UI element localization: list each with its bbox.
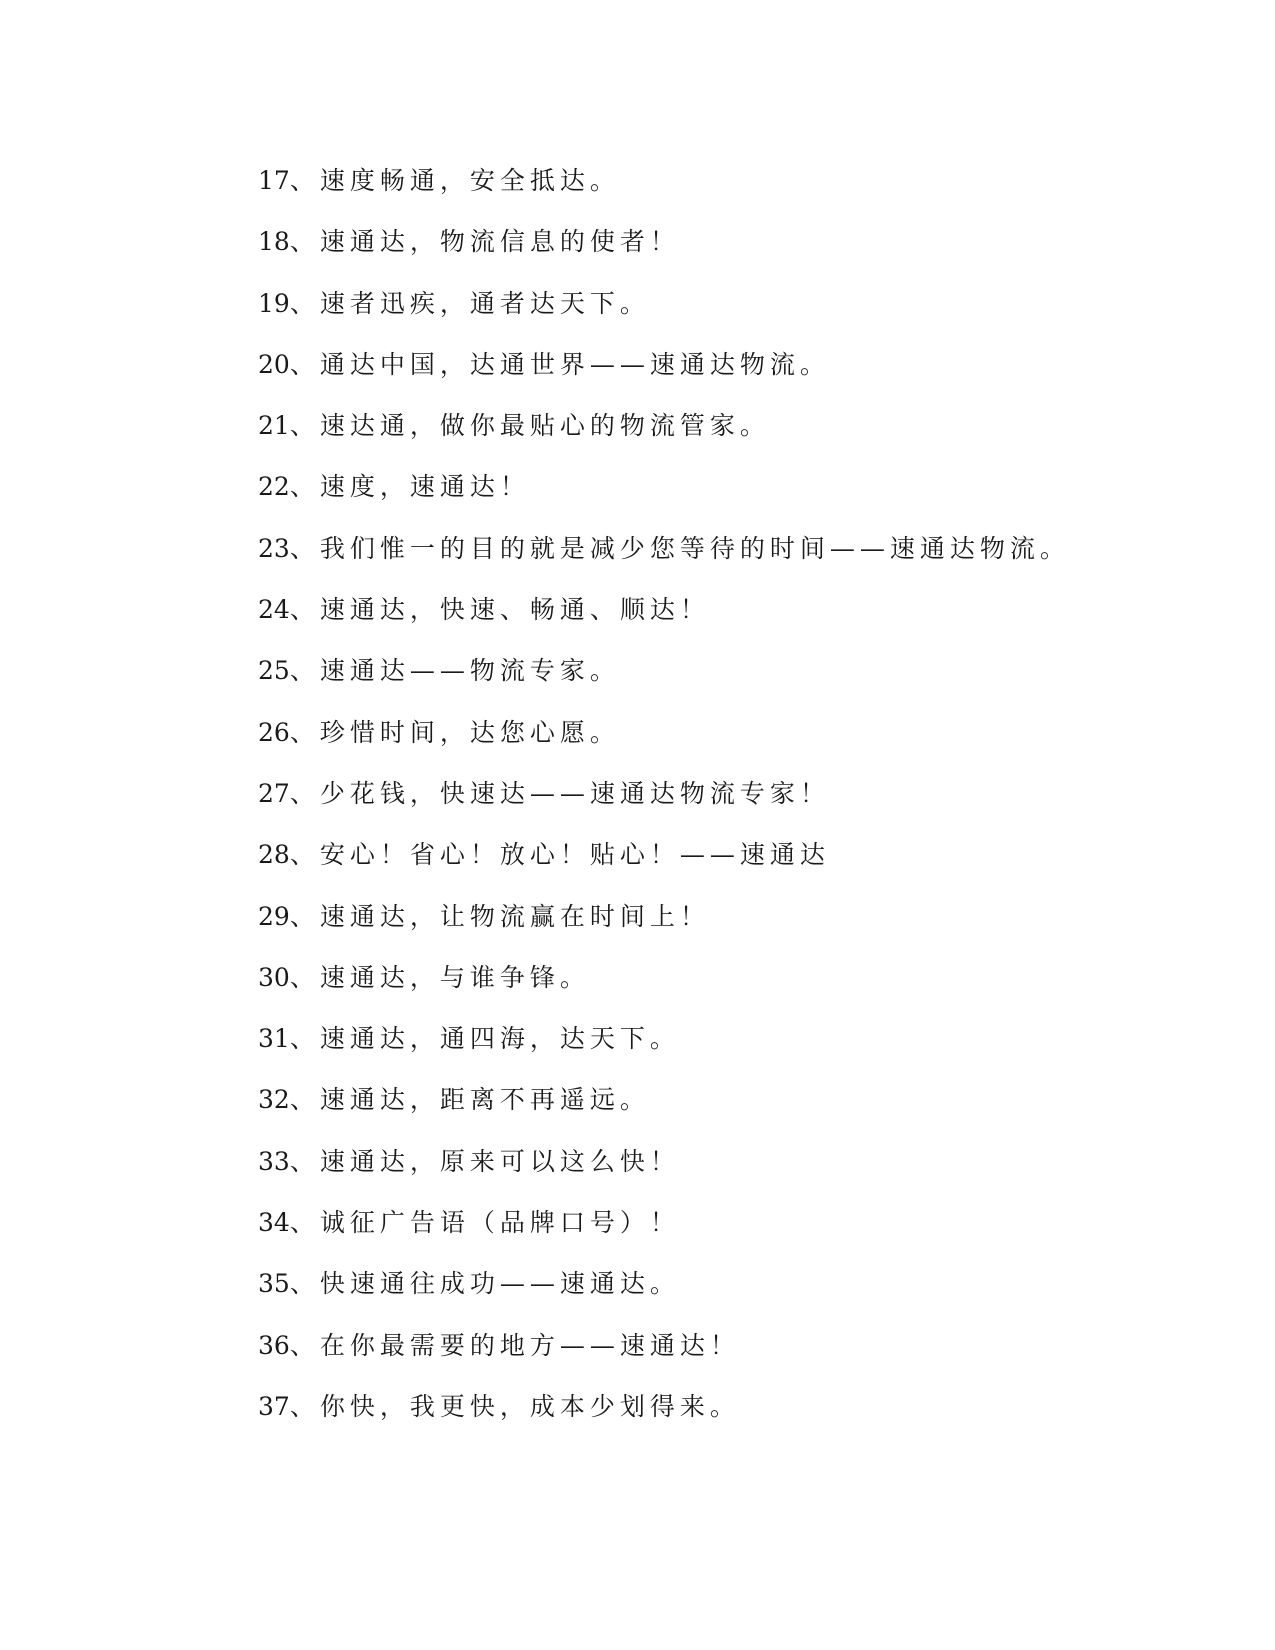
item-text: 、速通达——物流专家。: [289, 656, 620, 686]
item-text: 、速通达，物流信息的使者！: [289, 227, 680, 257]
item-text: 、珍惜时间，达您心愿。: [289, 717, 620, 747]
item-text: 、速通达，与谁争锋。: [289, 962, 590, 992]
item-text: 、通达中国，达通世界——速通达物流。: [289, 349, 830, 379]
list-item: [258, 531, 1158, 592]
item-number: 19: [258, 288, 290, 318]
list-item: [258, 1082, 1158, 1143]
list-item: [258, 1389, 1158, 1450]
item-number: 36: [258, 1330, 290, 1360]
item-number: 32: [258, 1085, 290, 1115]
item-number: 26: [258, 717, 290, 747]
item-number: 21: [258, 411, 290, 441]
item-text: 、你快，我更快，成本少划得来。: [289, 1391, 740, 1421]
item-number: 29: [258, 901, 290, 931]
list-item: [258, 347, 1158, 408]
list-item: [258, 408, 1158, 469]
item-number: 34: [258, 1208, 290, 1238]
list-item: [258, 715, 1158, 776]
list-item: [258, 592, 1158, 653]
item-number: 30: [258, 962, 290, 992]
list-item: [258, 469, 1158, 530]
list-item: [258, 653, 1158, 714]
item-text: 、速通达，让物流赢在时间上！: [289, 901, 710, 931]
list-item: [258, 1266, 1158, 1327]
list-item: [258, 837, 1158, 898]
item-number: 23: [258, 533, 290, 563]
item-text: 、速通达，通四海，达天下。: [289, 1024, 680, 1054]
item-text: 、速通达，距离不再遥远。: [289, 1085, 650, 1115]
list-item: [258, 1144, 1158, 1205]
list-item: [258, 1205, 1158, 1266]
item-number: 35: [258, 1269, 290, 1299]
item-text: 、快速通往成功——速通达。: [289, 1269, 680, 1299]
list-item: [258, 960, 1158, 1021]
list-item: [258, 899, 1158, 960]
list-item: [258, 1328, 1158, 1389]
list-item: [258, 163, 1158, 224]
list-item: [258, 286, 1158, 347]
item-text: 、在你最需要的地方——速通达！: [289, 1330, 740, 1360]
list-item: [258, 776, 1158, 837]
list-item: [258, 1021, 1158, 1082]
slogan-list: [258, 163, 1158, 1450]
item-text: 、速通达，快速、畅通、顺达！: [289, 595, 710, 625]
item-text: 、少花钱，快速达——速通达物流专家！: [289, 778, 830, 808]
item-number: 37: [258, 1391, 290, 1421]
item-number: 33: [258, 1146, 290, 1176]
list-item: [258, 224, 1158, 285]
item-text: 、我们惟一的目的就是减少您等待的时间——速通达物流。: [289, 533, 1070, 563]
item-text: 、速达通，做你最贴心的物流管家。: [289, 411, 770, 441]
item-text: 、速度，速通达！: [289, 472, 530, 502]
item-number: 31: [258, 1024, 290, 1054]
item-number: 27: [258, 778, 290, 808]
item-text: 、速通达，原来可以这么快！: [289, 1146, 680, 1176]
item-text: 、速度畅通，安全抵达。: [289, 166, 620, 195]
item-number: 25: [258, 656, 290, 686]
item-number: 24: [258, 595, 290, 625]
item-number: 20: [258, 349, 290, 379]
item-text: 、诚征广告语（品牌口号）！: [289, 1208, 680, 1238]
item-number: 17: [258, 166, 290, 195]
item-text: 、安心！省心！放心！贴心！——速通达: [289, 840, 830, 870]
item-number: 18: [258, 227, 290, 257]
item-text: 、速者迅疾，通者达天下。: [289, 288, 650, 318]
item-number: 28: [258, 840, 290, 870]
item-number: 22: [258, 472, 290, 502]
